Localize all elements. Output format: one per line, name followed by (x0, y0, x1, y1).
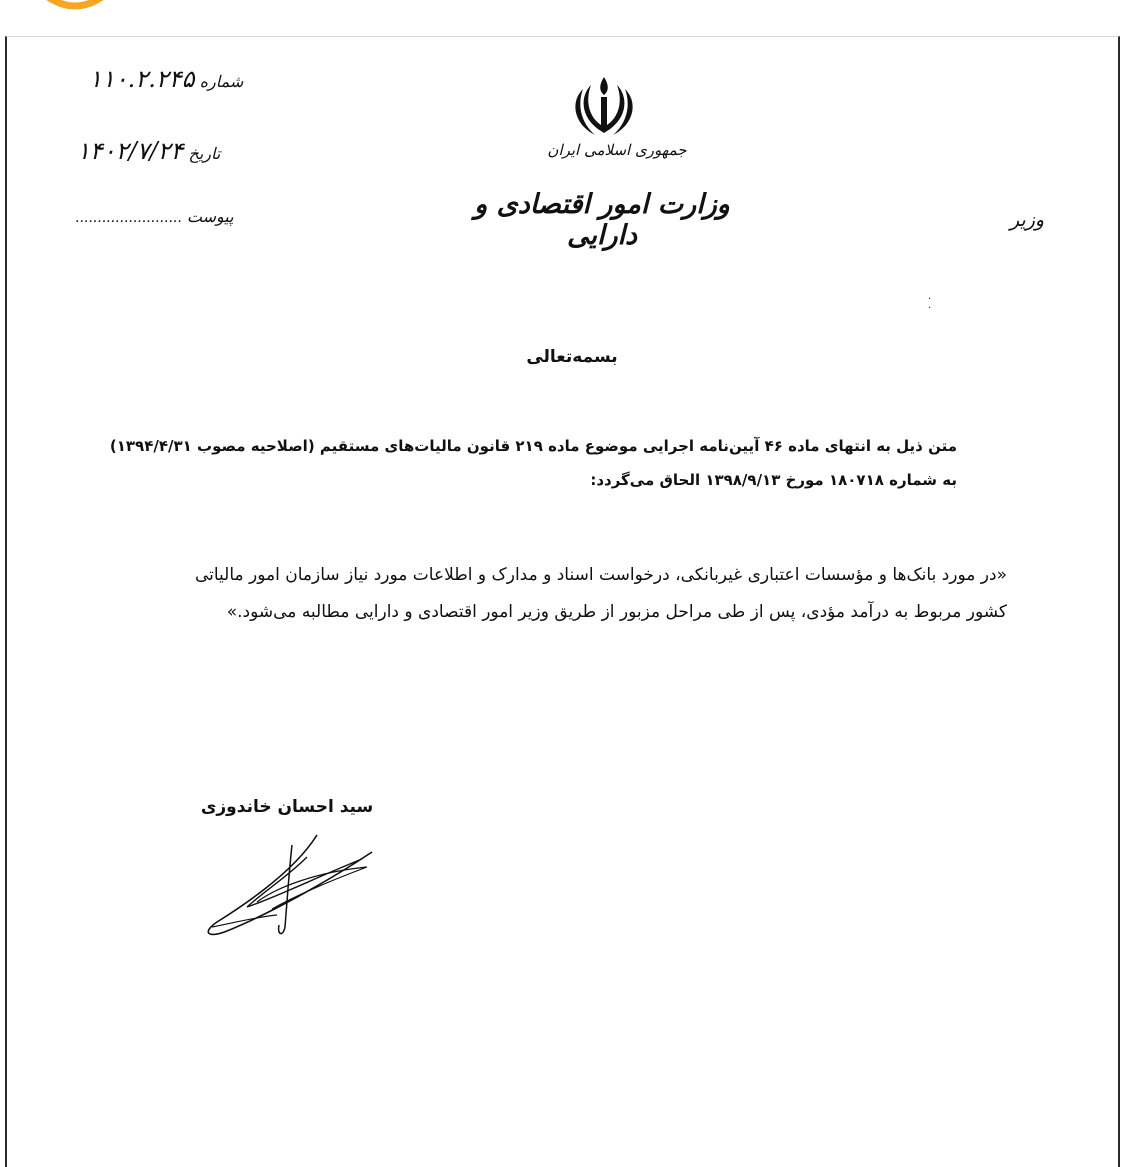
letter-date (73, 137, 220, 165)
letter-attachment-label: پیوست (186, 207, 234, 226)
letter-number-value: ۱۱۰.۲.۲۴۵ (89, 65, 195, 93)
document-heading: بسمه‌تعالی (526, 347, 618, 367)
scan-speck: · · (928, 294, 932, 314)
body-line: «در مورد بانک‌ها و مؤسسات اعتباری غیربانکی، درخواست اسناد و مدارک و اطلاعات مورد نیاز سازمان امور مالیاتی (194, 565, 1007, 585)
ministry-title: وزارت امور اقتصادی و دارایی (474, 189, 730, 251)
letter-number (85, 65, 243, 93)
body-paragraph (107, 557, 1007, 631)
intro-line: متن ذیل به انتهای ماده ۴۶ آیین‌نامه اجرایی موضوع ماده ۲۱۹ قانون مالیات‌های مستقیم (اصلاحیه مصوب ۱۳۹۴/۴/۳۱) (109, 437, 957, 455)
logo-icon (30, 0, 120, 16)
republic-label: جمهوری اسلامی ایران (547, 141, 687, 159)
document-page (5, 36, 1120, 1167)
letter-date-label: تاریخ (188, 144, 221, 163)
top-bar (0, 0, 1125, 36)
iran-emblem-icon (569, 75, 639, 137)
letter-attachment (75, 207, 234, 226)
minister-label: وزیر (1009, 209, 1045, 231)
intro-paragraph (107, 429, 957, 497)
body-line: کشور مربوط به درآمد مؤدی، پس از طی مراحل مزبور از طریق وزیر امور اقتصادی و دارایی مطالبه می‌شود.» (226, 602, 1007, 622)
signer-name: سید احسان خاندوزی (200, 797, 374, 817)
letter-attachment-value: ........................ (75, 210, 182, 226)
letter-number-label: شماره (199, 72, 244, 91)
intro-line: به شماره ۱۸۰۷۱۸ مورخ ۱۳۹۸/۹/۱۳ الحاق می‌گردد: (590, 471, 957, 489)
letter-date-value: ۱۴۰۲/۷/۲۴ (77, 137, 184, 165)
signature-icon (197, 827, 387, 947)
